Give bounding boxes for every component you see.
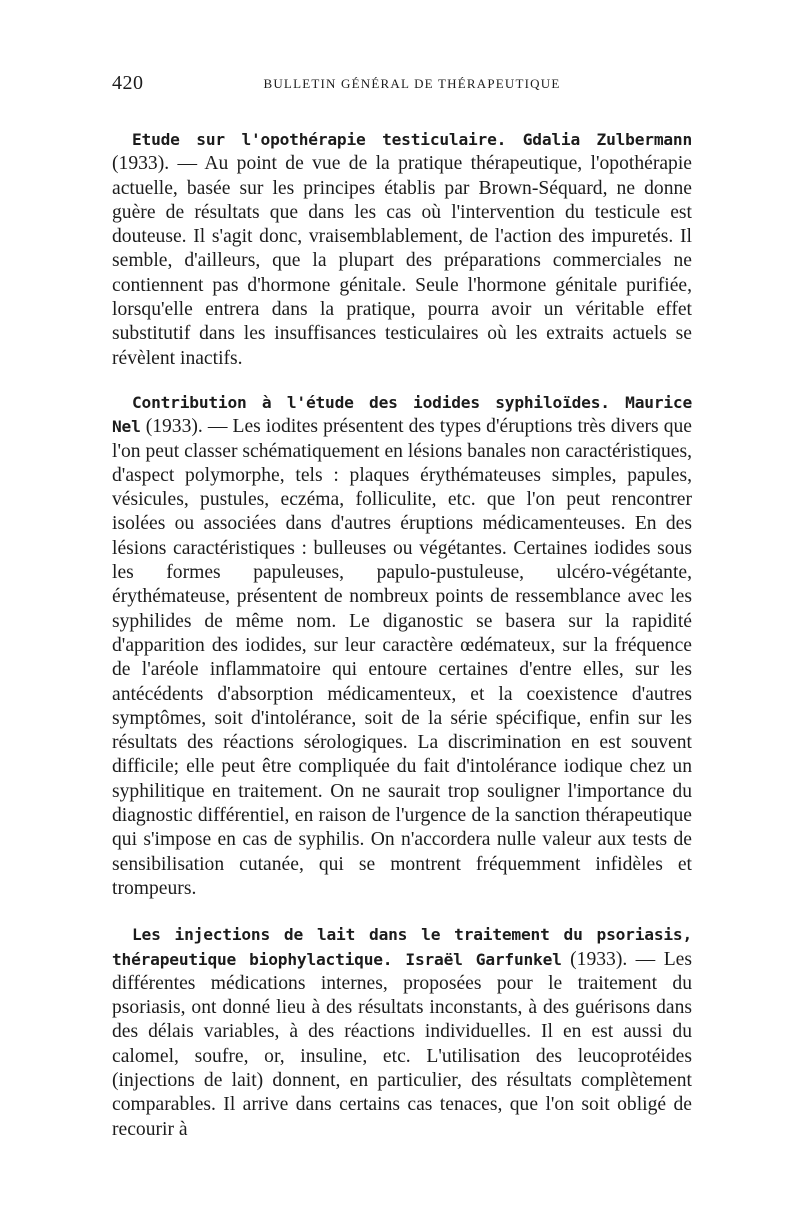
page-number: 420: [112, 72, 144, 94]
article-body: (1933). — Au point de vue de la pratique thérapeutique, l'opothérapie actuelle, basée sur les principes établis par Brown-Séquard, ne donne guère de résultats que dans les cas où l'intervention du testicule est douteuse. Il s'agit donc, vraisemblablement, de l'action des impuretés. Il semble, d'ailleurs, que la plupart des préparations commerciales ne contiennent pas d'hormone génitale. Seule l'hormone génitale purifiée, lorsqu'elle entrera dans la pratique, pourra avoir un véritable effet substitutif dans les insuffisances testiculaires où les extraits actuels se révèlent inactifs.: [112, 153, 692, 369]
article-heading: Contribution à l'étude des iodides syphiloïdes. Maurice Nel: [112, 392, 692, 437]
journal-title: BULLETIN GÉNÉRAL DE THÉRAPEUTIQUE: [263, 76, 561, 91]
article-opotherapie: [112, 128, 692, 371]
running-head: [112, 72, 692, 102]
article-psoriasis: [112, 923, 692, 1142]
article-heading: Les injections de lait dans le traitement du psoriasis, thérapeutique biophylactique. Israël Garfunkel: [112, 925, 692, 969]
page: [112, 72, 692, 1161]
article-body: (1933). — Les différentes médications internes, proposées pour le traitement du psoriasis, ont donné lieu à des résultats inconstants, à des guérisons dans des délais variables, à des réactions individuelles. Il en est aussi du calomel, soufre, or, insuline, etc. L'utilisation des leucoprotéides (injections de lait) donnent, en particulier, des résultats complètement comparables. Il arrive dans certains cas tenaces, que l'on soit obligé de recourir à: [112, 948, 692, 1140]
article-heading: Etude sur l'opothérapie testiculaire. Gdalia Zulbermann: [132, 130, 692, 149]
article-body: (1933). — Les iodites présentent des types d'éruptions très divers que l'on peut classer schématiquement en lésions banales non caractéristiques, d'aspect polymorphe, tels : plaques érythémateuses simples, papules, vésicules, pustules, eczéma, folliculite, etc. que l'on peut rencontrer isolées ou associées dans d'autres éruptions médicamenteuses. En des lésions caractéristiques : bulleuses ou végétantes. Certaines iodides sous les formes papuleuses, papulo-pustuleuse, ulcéro-végétante, érythémateuse, présentent de nombreux points de ressemblance avec les syphilides de même nom. Le diganostic se basera sur la rapidité d'apparition des iodides, sur leur caractère œdémateux, sur la fréquence de l'aréole inflammatoire qui entoure certaines d'entre elles, sur les antécédents d'absorption médicamenteux, et la coexistence d'autres symptômes, soit d'intolérance, soit de la série spécifique, enfin sur les résultats des réactions sérologiques. La discrimination en est souvent difficile; elle peut être compliquée du fait d'intolérance iodique chez un syphilitique en traitement. On ne saurait trop souligner l'importance du diagnostic différentiel, en raison de l'urgence de la sanction thérapeutique qui s'impose en cas de syphilis. On n'accordera nulle valeur aux tests de sensibilisation cutanée, qui se montrent fréquemment infidèles et trompeurs.: [112, 416, 692, 899]
article-iodides: [112, 391, 692, 901]
